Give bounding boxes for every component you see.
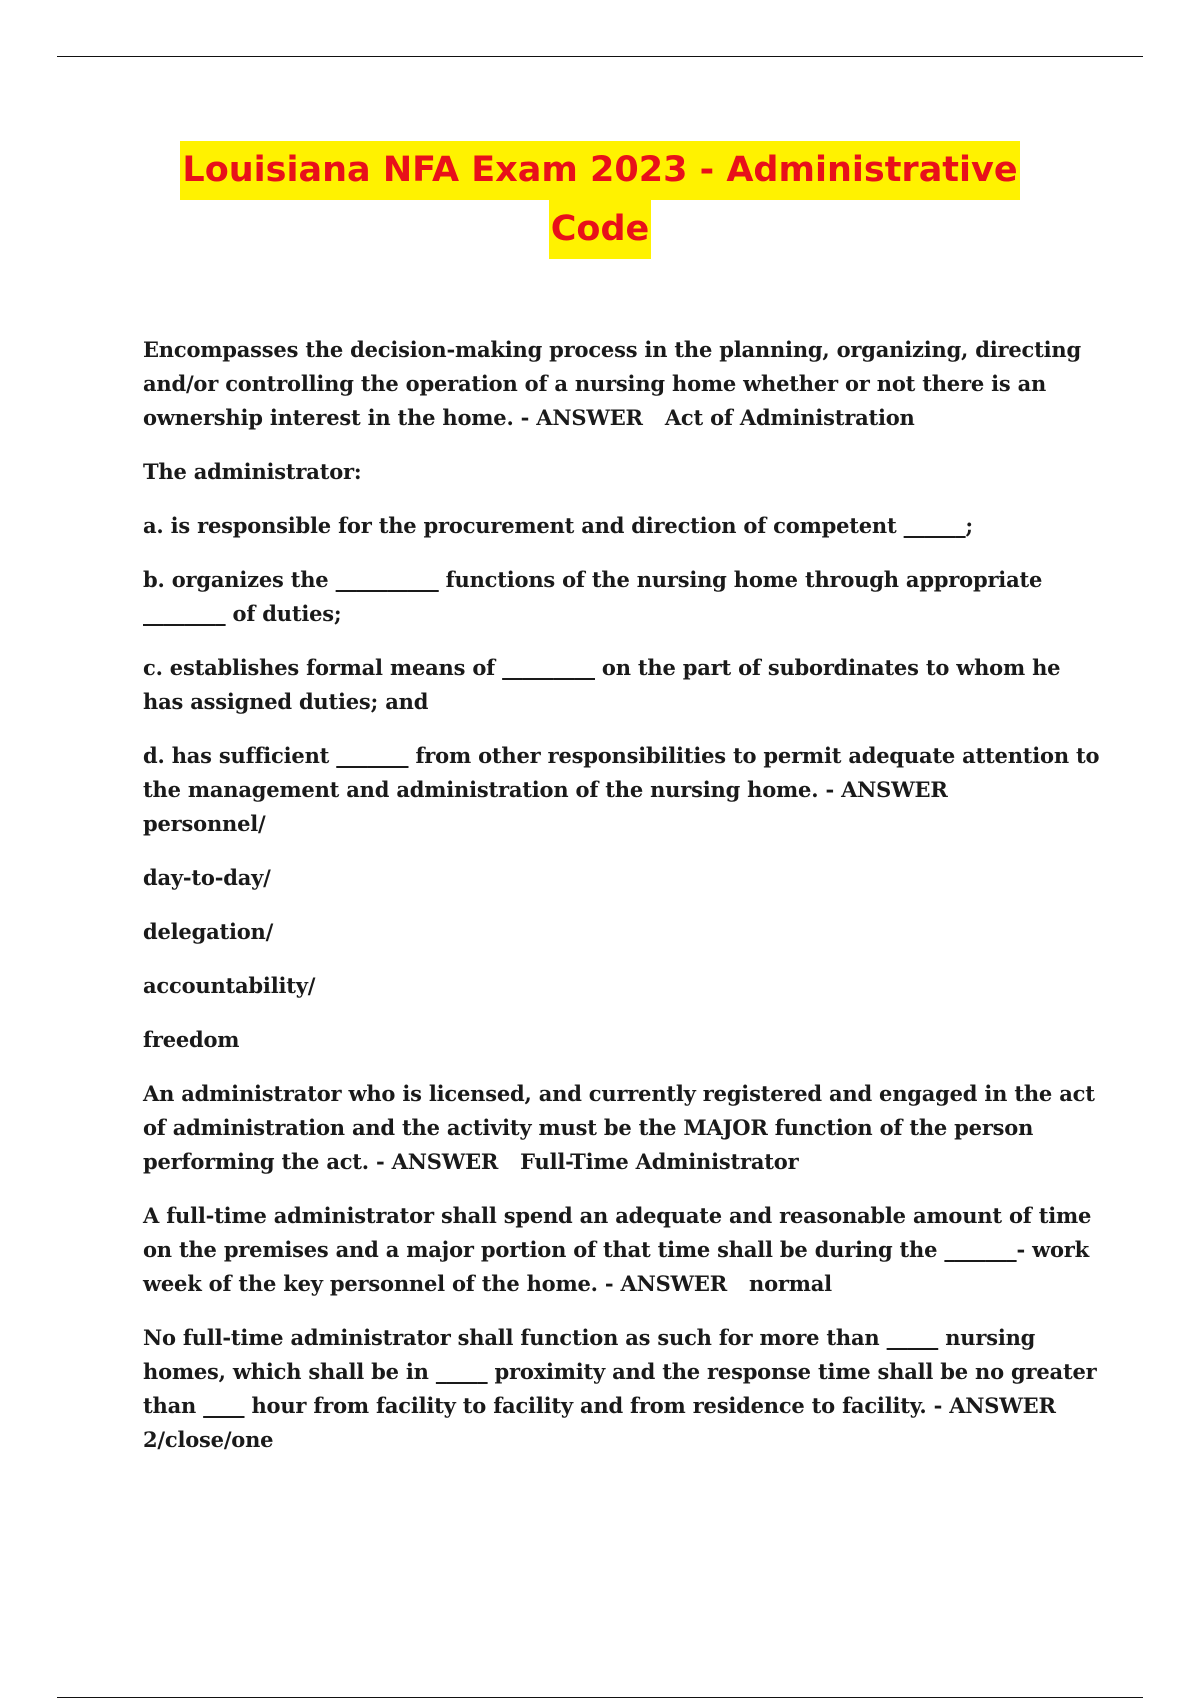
question-4-answer: normal	[749, 1271, 832, 1296]
question-2-answer-3: delegation/	[143, 919, 274, 944]
question-2-intro: The administrator:	[143, 459, 362, 484]
question-2-answer-5: freedom	[143, 1027, 240, 1052]
title-line-1: Louisiana NFA Exam 2023 - Administrative	[180, 141, 1019, 200]
question-2-b: b. organizes the __________ functions of the nursing home through appropriate ________ of duties;	[143, 567, 1043, 626]
question-5-answer: 2/close/one	[143, 1427, 274, 1452]
question-2-answer-1: personnel/	[143, 811, 266, 836]
question-1-answer: Act of Administration	[664, 405, 915, 430]
question-4-text: A full-time administrator shall spend an adequate and reasonable amount of time on the premises and a major portion of that time shall be during the _______- work week of the key personnel of the home. - ANSWER	[143, 1203, 1092, 1296]
document-body	[143, 333, 1103, 1477]
question-2-d-text: d. has sufficient _______ from other responsibilities to permit adequate attention to the management and administration of the nursing home. - ANSWER	[143, 743, 1100, 802]
question-1	[143, 333, 1103, 435]
question-2-answer-4: accountability/	[143, 973, 316, 998]
question-5	[143, 1321, 1103, 1457]
question-3-text: An administrator who is licensed, and currently registered and engaged in the act of administration and the activity must be the MAJOR function of the person performing the act. - ANSWER	[143, 1081, 1095, 1174]
title-line-2: Code	[549, 200, 652, 259]
question-2-d	[143, 739, 1103, 841]
question-3	[143, 1077, 1103, 1179]
question-1-text: Encompasses the decision-making process in the planning, organizing, directing and/or controlling the operation of a nursing home whether or not there is an ownership interest in the home. - ANSWER	[143, 337, 1081, 430]
question-2-answer-2: day-to-day/	[143, 865, 271, 890]
question-4	[143, 1199, 1103, 1301]
bottom-rule	[57, 1697, 1143, 1698]
question-5-text: No full-time administrator shall function as such for more than _____ nursing homes, which shall be in _____ proximity and the response time shall be no greater than ____ hour from facility to facility and from residence to facility. - ANSWER	[143, 1325, 1097, 1418]
question-2-c: c. establishes formal means of _________ on the part of subordinates to whom he has assigned duties; and	[143, 655, 1061, 714]
question-2-a: a. is responsible for the procurement and direction of competent ______;	[143, 513, 973, 538]
top-rule	[57, 56, 1143, 57]
document-title	[0, 141, 1200, 259]
question-3-answer: Full-Time Administrator	[520, 1149, 799, 1174]
